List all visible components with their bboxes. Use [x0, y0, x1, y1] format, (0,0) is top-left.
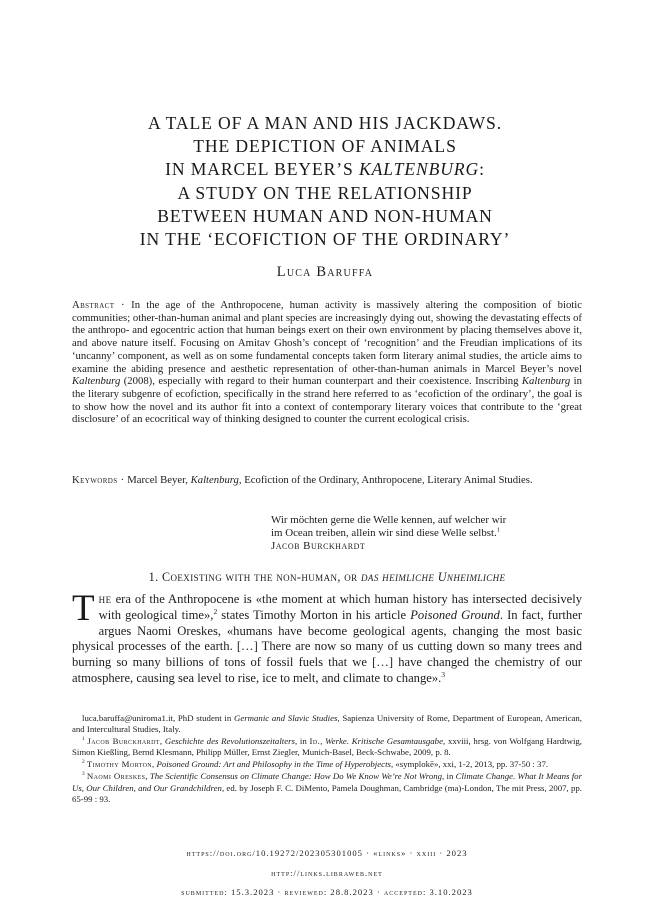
keywords: [72, 474, 582, 487]
section-title: Coexisting with the non-human, or: [161, 570, 362, 584]
title-italic: KALTENBURG: [359, 159, 480, 180]
article-title: [90, 112, 560, 251]
epigraph-line: Wir möchten gerne die Welle kennen, auf welcher wir: [271, 514, 507, 526]
drop-cap: T: [72, 588, 95, 629]
title-line: THE DEPICTION OF ANIMALS: [193, 136, 457, 157]
footnote-1: $^1$ Jacob Burckhardt, Geschichte des Revolutionszeitalters, in Id., Werke. Kritische Gesamtausgabe, xxviii, hrsg. von Wolfgang Hardtwig, Simon Kießling, Bernd Klesmann, Philipp Müller, Ernst Ziegler, Munich-Basel, Beck-Schwabe, 2009, p. 8.: [72, 736, 582, 758]
epigraph-line: im Ocean treiben, allein wir sind diese Welle selbst.$^1$: [271, 526, 501, 540]
abstract-label: Abstract ·: [72, 299, 125, 311]
keywords-text: Marcel Beyer,: [124, 474, 191, 486]
epigraph: [271, 514, 571, 554]
submission-dates: submitted: 15.3.2023 · reviewed: 28.8.2023 · accepted: 3.10.2023: [181, 887, 473, 897]
footnote-ref[interactable]: 2: [213, 606, 218, 616]
abstract-text: in the literary subgenre of ecofiction, specifically in the strand here referred to as ‘ecofiction of the ordinary’, the goal is to show how the novel and its author fit into a context of contemporary literary voices that contribute to the ‘great disclosure’ of an ecocritical way of thinking designed to counter the current ecological crisis.: [72, 375, 582, 426]
doi-link[interactable]: https://doi.org/10.19272/202305301005 · «links» · xxiii · 2023: [186, 848, 468, 858]
title-line: A TALE OF A MAN AND HIS JACKDAWS.: [147, 113, 503, 133]
title-line: A STUDY ON THE RELATIONSHIP: [177, 182, 473, 203]
footnote-ref[interactable]: 1: [496, 526, 501, 534]
title-line: IN THE ‘ECOFICTION OF THE ORDINARY’: [139, 229, 511, 250]
title-line: BETWEEN HUMAN AND NON-HUMAN: [157, 205, 493, 226]
footnotes: [72, 713, 582, 806]
section-number: 1.: [148, 570, 159, 584]
footnote-2: $^2$ Timothy Morton, Poisoned Ground: Art and Philosophy in the Time of Hyperobjects, «symplokē», xxi, 1-2, 2013, pp. 37-50 : 37.: [82, 759, 549, 770]
publication-info: [72, 844, 582, 903]
title-line: IN MARCEL BEYER’S KALTENBURG:: [165, 159, 485, 180]
abstract-italic: Kaltenburg: [72, 375, 121, 388]
abstract: [72, 299, 582, 426]
abstract-italic: Kaltenburg: [521, 375, 571, 388]
footnote-3: $^3$ Naomi Oreskes, The Scientific Consensus on Climate Change: How Do We Know We’re Not Wrong, in Climate Change. What It Means for Us, Our Children, and Our Grandchildren, ed. by Joseph F. C. DiMento, Pamela Doughman, Cambridge (ma)-London, The mit Press, 2007, pp. 65-99 : 93.: [72, 771, 582, 804]
keywords-label: Keywords ·: [72, 474, 125, 486]
footnote-ref[interactable]: 3: [441, 669, 446, 679]
keywords-text: , Ecofiction of the Ordinary, Anthropocene, Literary Animal Studies.: [238, 474, 533, 486]
epigraph-attribution: Jacob Burckhardt: [271, 540, 366, 553]
author-affiliation: luca.baruffa@uniroma1.it, PhD student in Germanic and Slavic Studies, Sapienza University of Rome, Department of European, American, and Intercultural Studies, Italy.: [72, 713, 582, 735]
abstract-text: In the age of the Anthropocene, human activity is massively altering the composition of biotic communities; other-than-human animal and plant species are increasingly dying out, showing the devastating effects of the anthropo- and egocentric action that human beings exert on their own environment by placing themselves above it, and above nature itself. Focusing on Amitav Ghosh’s concept of ‘recognition’ and the Freudian implications of its ‘uncanny’ component, as well as on some fundamental concepts taken form literary animal studies, the article aims to examine the abiding presence and aesthetic representation of other-than-human animals in Marcel Beyer’s novel: [72, 299, 582, 375]
journal-url[interactable]: http://links.libraweb.net: [271, 867, 383, 878]
abstract-text: (2008), especially with regard to their human counterpart and their coexistence. Inscribing: [120, 375, 522, 388]
section-title-italic: das heimliche Unheimliche: [361, 570, 506, 584]
keywords-italic: Kaltenburg: [190, 474, 239, 486]
author-name: Luca Baruffa: [276, 264, 374, 280]
section-heading: [72, 570, 582, 585]
body-paragraph: The era of the Anthropocene is «the moment at which human history has intersected decisively with geological time»,$^2$ states Timothy Morton in his article Poisoned Ground. In fact, further argues Naomi Oreskes, «humans have become geological agents, changing the most basic physical processes of the earth. […] There are now so many of us cutting down so many trees and burning so many billions of tons of fossil fuels that we […] have changed the chemistry of our atmosphere, causing sea level to rise, ice to melt, and climate to change».$^3$: [72, 588, 583, 685]
